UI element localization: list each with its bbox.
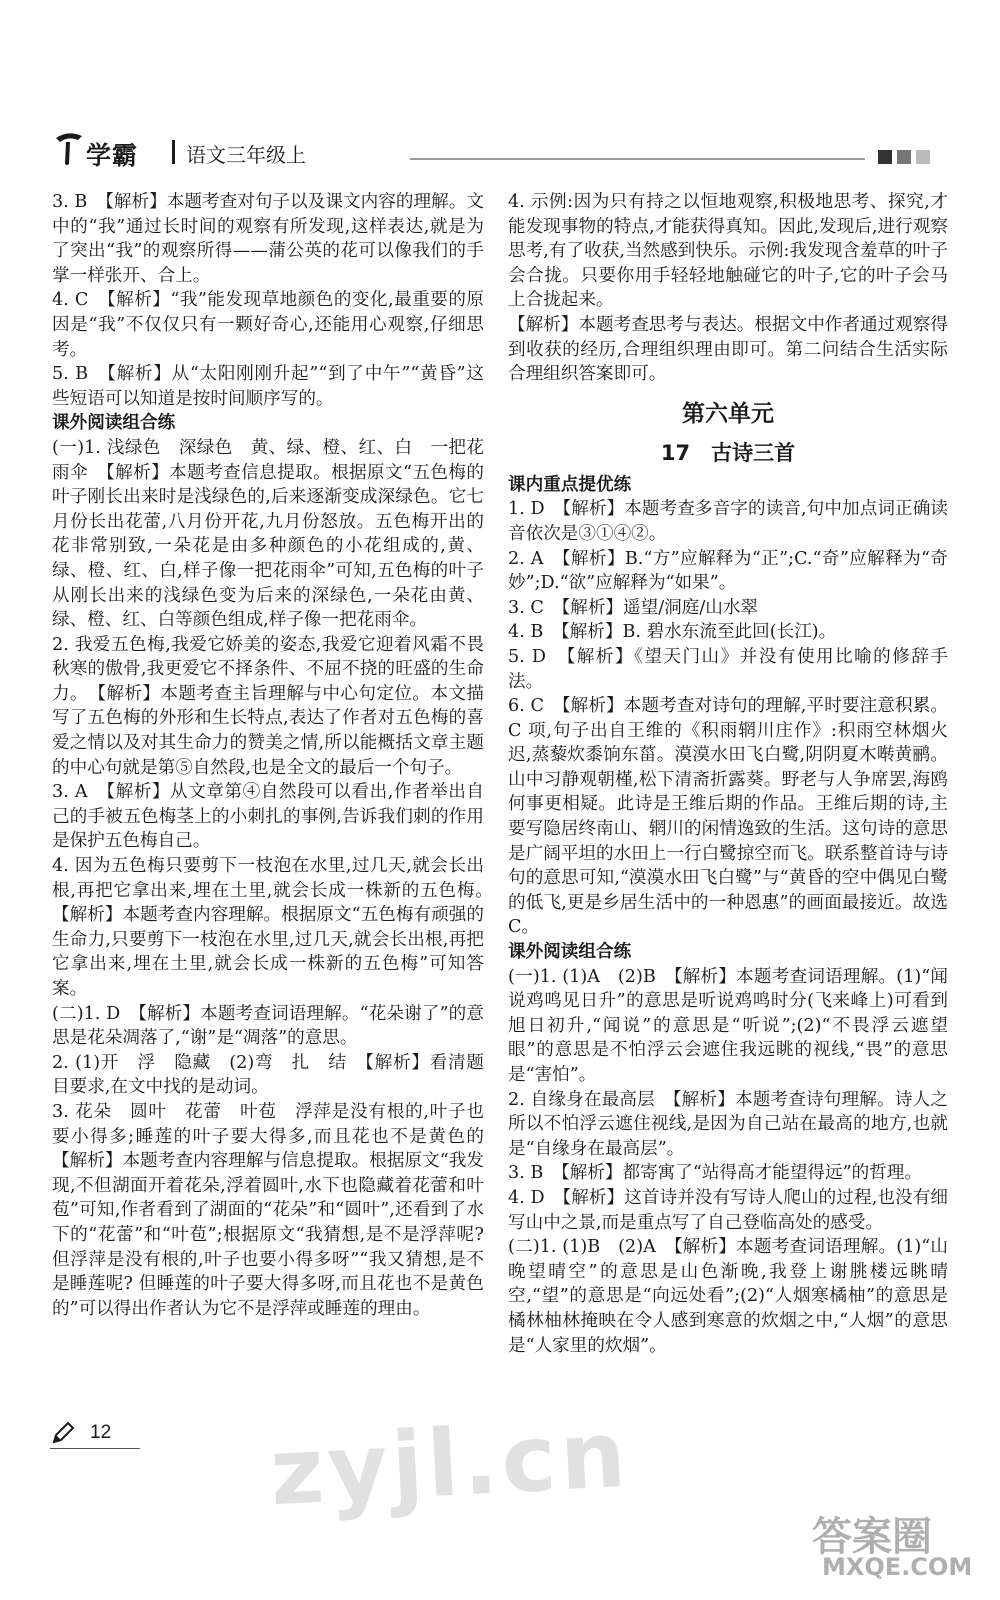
lesson-answer-5: 5. D 【解析】《望天门山》并没有使用比喻的修辞手法。	[508, 646, 948, 692]
section-heading-in-class: 课内重点提优练	[508, 474, 632, 495]
answer-part2-q4: 4. 示例:因为只有持之以恒地观察,积极地思考、探究,才能发现事物的特点,才能获得真知。因此,发现后,进行观察思考,有了收获,当然感到快乐。示例:我发现含羞草的叶子会合拢。只要你用手轻轻地触碰它的叶子,它的叶子会马上合拢起来。	[508, 192, 948, 311]
brand-name: 学霸	[86, 141, 139, 170]
subject-title: 语文三年级上	[186, 143, 306, 167]
answer-3b: 3. B 【解析】本题考查对句子以及课文内容的理解。文中的“我”通过长时间的观察有所发现,这样表达,就是为了突出“我”的观察所得——蒲公英的花可以像我们的手掌一样张开、合上。	[52, 192, 484, 286]
brand-logo-icon	[52, 128, 84, 168]
pencil-icon	[50, 1420, 76, 1446]
answer-part2-q4-analysis: 【解析】本题考查思考与表达。根据文中作者通过观察得到收获的经历,合理组织理由即可。第二问结合生活实际合理组织答案即可。	[508, 314, 948, 385]
lesson-title: 17 古诗三首	[660, 440, 796, 465]
corner-logo-cn: 答案圈	[812, 1514, 932, 1560]
lesson-answer-4: 4. B 【解析】B. 碧水东流至此回(长江)。	[508, 622, 837, 643]
page-number: 12	[90, 1422, 112, 1443]
answer-part1-q2: 2. 我爱五色梅,我爱它娇美的姿态,我爱它迎着风霜不畏秋寒的傲骨,我更爱它不择条件、不屈不挠的旺盛的生命力。 【解析】本题考查主旨理解与中心句定位。本文描写了五色梅的外形和生长特点,表达了作者对五色梅的喜爱之情以及对其生命力的赞美之情,所以能概括文章主题的中心句就是第⑤自然段,也是全文的最后一个句子。	[52, 634, 484, 778]
reading-part2-q1: (二)1. (1)B (2)A 【解析】本题考查词语理解。(1)“山晚望晴空”的意思是山色渐晚,我登上谢朓楼远眺晴空,“望”的意思是“向远处看”;(2)“人烟寒橘柚”的意思是橘林柚林掩映在令人感到寒意的炊烟之中,“人烟”的意思是“人家里的炊烟”。	[508, 1237, 948, 1356]
section-heading-extracurricular: 课外阅读组合练	[52, 413, 176, 434]
answer-part2-q2: 2. (1)开 浮 隐藏 (2)弯 扎 结 【解析】看清题目要求,在文中找的是动词。	[52, 1052, 484, 1098]
header-block-dark	[878, 150, 892, 164]
lesson-answer-6: 6. C 【解析】本题考查对诗句的理解,平时要注意积累。C 项,句子出自王维的《积雨辋川庄作》:积雨空林烟火迟,蒸藜炊黍饷东菑。漠漠水田飞白鹭,阴阴夏木啭黄鹂。山中习静观朝槿,松下清斋折露葵。野老与人争席罢,海鸥何事更相疑。此诗是王维后期的作品。王维后期的诗,主要写隐居终南山、辋川的闲情逸致的生活。这句诗的意思是广阔平坦的水田上一行白鹭掠空而飞。联系整首诗与诗句的意思可知,“漠漠水田飞白鹭”与“黄昏的空中偶见白鹭的低飞,更是乡居生活中的一种恩惠”的画面最接近。故选 C。	[508, 696, 948, 938]
header-divider	[172, 140, 175, 164]
watermark: zyjl.cn	[267, 1400, 633, 1527]
answer-part2-q1: (二)1. D 【解析】本题考查词语理解。“花朵谢了”的意思是花朵凋落了,“谢”是“凋落”的意思。	[52, 1003, 484, 1049]
corner-logo-en: MXQE.COM	[822, 1553, 973, 1581]
reading-part1-q1: (一)1. (1)A (2)B 【解析】本题考查词语理解。(1)“闻说鸡鸣见日升”的意思是听说鸡鸣时分(飞来峰上)可看到旭日初升,“闻说”的意思是“听说”;(2)“不畏浮云遮望眼”的意思是不怕浮云会遮住我远眺的视线,“畏”的意思是“害怕”。	[508, 966, 948, 1085]
answer-part1-q3: 3. A 【解析】从文章第④自然段可以看出,作者举出自己的手被五色梅茎上的小刺扎的事例,告诉我们刺的作用是保护五色梅自己。	[52, 782, 484, 852]
corner-logo	[800, 1505, 980, 1595]
reading-part1-q4: 4. D 【解析】这首诗并没有写诗人爬山的过程,也没有细写山中之景,而是重点写了自己登临高处的感受。	[508, 1187, 948, 1233]
lesson-answer-1: 1. D 【解析】本题考查多音字的读音,句中加点词正确读音依次是③①④②。	[508, 499, 948, 544]
answer-part1-q4: 4. 因为五色梅只要剪下一枝泡在水里,过几天,就会长出根,再把它拿出来,埋在土里,就会长成一株新的五色梅。 【解析】本题考查内容理解。根据原文“五色梅有顽强的生命力,只要剪下一枝泡在水里,过几天,就会长出根,再把它拿出来,埋在土里,就会长成一株新的五色梅”可知答案。	[52, 856, 502, 999]
answer-5b: 5. B 【解析】从“太阳刚刚升起”“到了中午”“黄昏”这些短语可以知道是按时间顺序写的。	[52, 364, 484, 409]
reading-part1-q2: 2. 自缘身在最高层 【解析】本题考查诗句理解。诗人之所以不怕浮云遮住视线,是因为自己站在最高的地方,也就是“自缘身在最高层”。	[508, 1089, 948, 1159]
page-header	[50, 128, 960, 176]
lesson-answer-3: 3. C 【解析】遥望/洞庭/山水翠	[508, 597, 759, 618]
footer-rule	[50, 1448, 140, 1449]
unit-title: 第六单元	[682, 400, 774, 427]
header-rule	[410, 158, 865, 160]
header-block-light	[916, 150, 930, 164]
header-block-mid	[897, 150, 911, 164]
answer-part1-q1: (一)1. 浅绿色 深绿色 黄、绿、橙、红、白 一把花雨伞 【解析】本题考查信息提取。根据原文“五色梅的叶子刚长出来时是浅绿色的,后来逐渐变成深绿色。它七月份长出花蕾,八月份开花,九月份怒放。五色梅开出的花非常别致,一朵花是由多种颜色的小花组成的,黄、绿、橙、红、白,样子像一把花雨伞”可知,五色梅的叶子从刚长出来的浅绿色变为后来的深绿色,一朵花由黄、绿、橙、红、白等颜色组成,样子像一把花雨伞。	[52, 437, 484, 631]
answer-4c: 4. C 【解析】“我”能发现草地颜色的变化,最重要的原因是“我”不仅仅只有一颗好奇心,还能用心观察,仔细思考。	[52, 290, 484, 360]
section-heading-extracurricular-2: 课外阅读组合练	[508, 942, 632, 963]
left-column	[52, 190, 502, 1321]
reading-part1-q3: 3. B 【解析】都寄寓了“站得高才能望得远”的哲理。	[508, 1163, 922, 1184]
answer-part2-q3: 3. 花朵 圆叶 花蕾 叶苞 浮萍是没有根的,叶子也要小得多;睡莲的叶子要大得多,而且花也不是黄色的 【解析】本题考查内容理解与信息提取。根据原文“我发现,不但湖面开着花朵,浮着圆叶,水下也隐藏着花蕾和叶苞”可知,作者看到了湖面的“花朵”和“圆叶”,还看到了水下的“花蕾”和“叶苞”;根据原文“我猜想,是不是浮萍呢? 但浮萍是没有根的,叶子也要小得多呀”“我又猜想,是不是睡莲呢? 但睡莲的叶子要大得多呀,而且花也不是黄色的”可以得出作者认为它不是浮萍或睡莲的理由。	[52, 1101, 502, 1319]
lesson-answer-2: 2. A 【解析】B.“方”应解释为“正”;C.“奇”应解释为“奇妙”;D.“欲”应解释为“如果”。	[508, 548, 948, 594]
right-column	[508, 190, 948, 1358]
header-blocks	[878, 150, 930, 164]
